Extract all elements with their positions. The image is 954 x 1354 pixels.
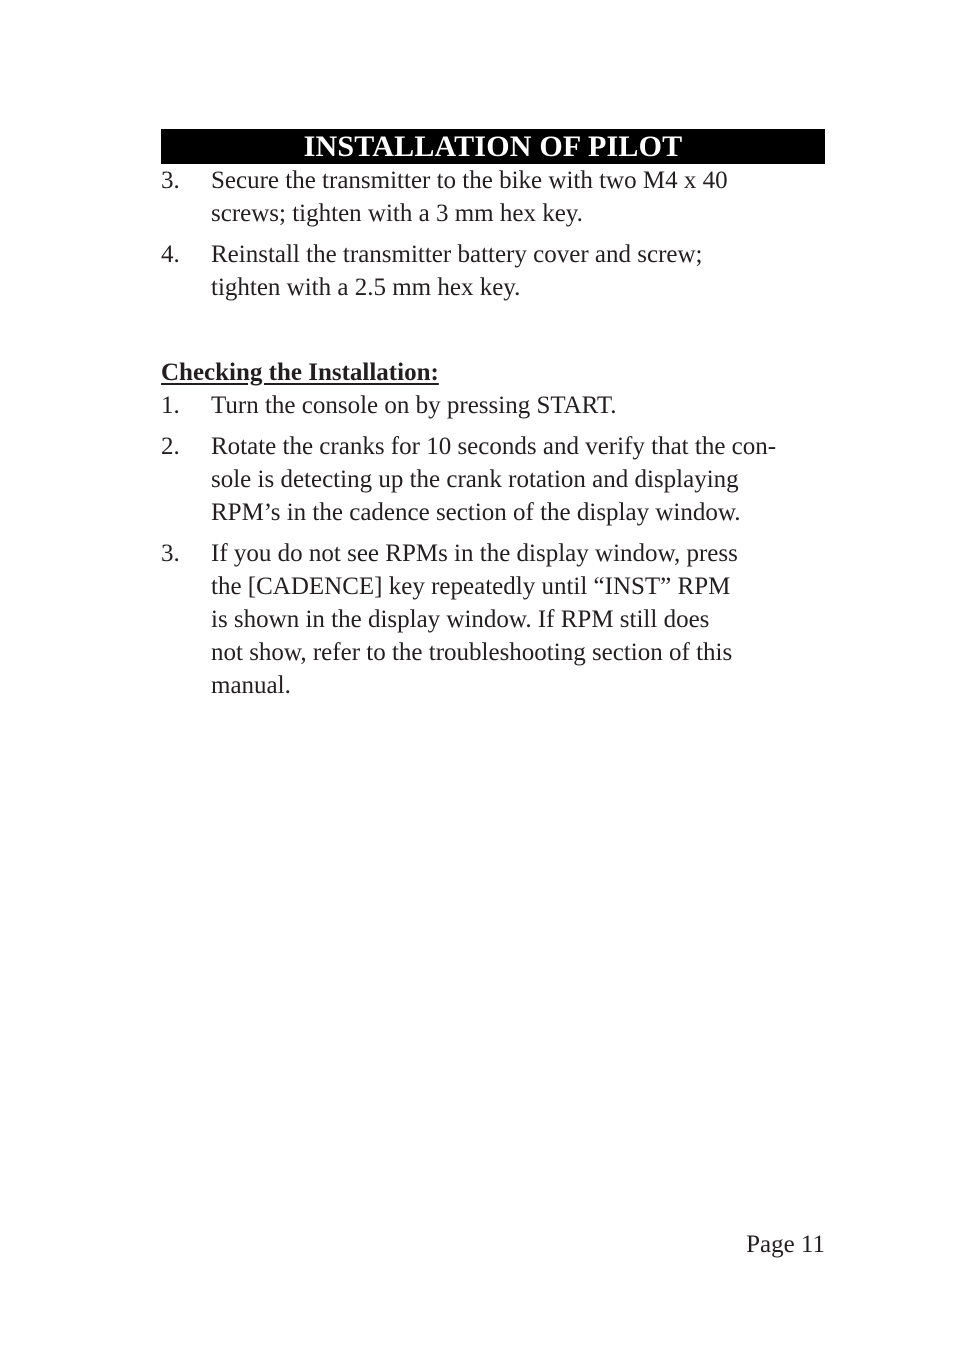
step-text: Secure the transmitter to the bike with two M4 x 40 screws; tighten with a 3 mm hex key.	[211, 167, 728, 227]
section-title: INSTALLATION OF PILOT	[303, 130, 683, 163]
list-item	[161, 389, 825, 422]
list-item	[161, 430, 825, 529]
step-number: 3.	[161, 540, 180, 567]
step-number: 2.	[161, 433, 180, 460]
page-number: Page 11	[746, 1231, 825, 1258]
list-item	[161, 238, 825, 304]
checking-heading: Checking the Installation:	[161, 359, 439, 386]
step-number: 3.	[161, 167, 180, 194]
checking-steps-list	[161, 389, 825, 702]
step-number: 4.	[161, 241, 180, 268]
installation-steps-list	[161, 164, 825, 304]
step-number: 1.	[161, 392, 180, 419]
section-title-bar	[161, 129, 825, 164]
step-text: Turn the console on by pressing START.	[211, 392, 617, 419]
list-item	[161, 164, 825, 230]
step-text: Rotate the cranks for 10 seconds and verify that the con- sole is detecting up the crank rotation and displaying RPM’s in the cadence section of the display window.	[211, 433, 777, 526]
list-item	[161, 537, 825, 702]
manual-page	[161, 129, 825, 702]
step-text: If you do not see RPMs in the display window, press the [CADENCE] key repeatedly until “INST” RPM is shown in the display window. If RPM still does not show, refer to the troubleshooting section of this manual.	[211, 540, 738, 699]
step-text: Reinstall the transmitter battery cover and screw; tighten with a 2.5 mm hex key.	[211, 241, 703, 301]
